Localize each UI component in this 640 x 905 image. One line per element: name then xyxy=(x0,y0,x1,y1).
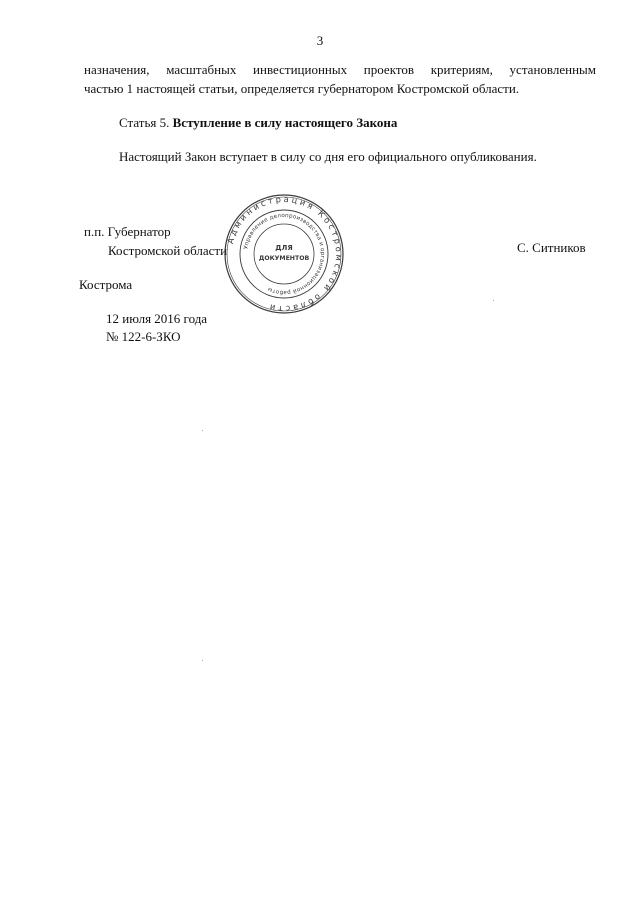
signatory-name: С. Ситников xyxy=(517,240,586,255)
signatory-role-line-2: Костромской области xyxy=(108,243,228,258)
page-number: 3 xyxy=(316,33,324,48)
stamp-inner-text: Управление делопроизводства и организационной работы xyxy=(243,212,326,296)
continuation-line-1: назначения, масштабных инвестиционных проектов критериям, установленным xyxy=(84,62,596,77)
article-text: Настоящий Закон вступает в силу со дня его официального опубликования. xyxy=(119,149,537,164)
article-heading xyxy=(119,115,397,131)
stamp-center-line-2: ДОКУМЕНТОВ xyxy=(258,255,310,262)
article-title: Вступление в силу настоящего Закона xyxy=(172,115,398,130)
date: 12 июля 2016 года xyxy=(106,311,208,326)
scan-speck xyxy=(202,430,203,431)
stamp-center-line-1: ДЛЯ xyxy=(275,244,293,252)
continuation-paragraph xyxy=(84,60,596,98)
city: Кострома xyxy=(79,277,133,292)
scan-speck xyxy=(493,300,494,301)
scan-speck xyxy=(202,660,203,661)
stamp-outer-text: Администрация Костромской области xyxy=(225,193,345,315)
signatory-role-line-1: п.п. Губернатор xyxy=(84,224,171,239)
article-prefix: Статья 5. xyxy=(119,115,170,130)
law-number: № 122-6-ЗКО xyxy=(106,329,181,344)
continuation-line-2: частью 1 настоящей статьи, определяется губернатором Костромской области. xyxy=(84,81,520,96)
stamp-graphic xyxy=(223,193,345,315)
official-stamp xyxy=(223,193,345,315)
